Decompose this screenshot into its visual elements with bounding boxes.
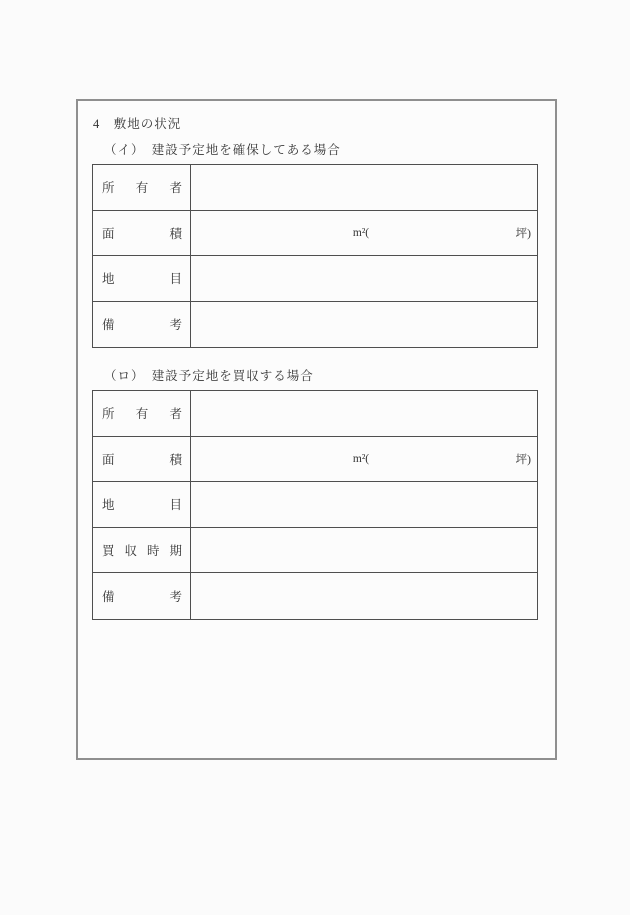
row-label xyxy=(93,302,191,348)
label-char: 考 xyxy=(169,589,182,604)
unit-square-meter-open-paren: m²( xyxy=(352,452,370,465)
label-char: 積 xyxy=(169,226,182,241)
row-label xyxy=(93,165,191,210)
label-char: 者 xyxy=(169,181,182,196)
unit-tsubo-close-paren: 坪) xyxy=(515,453,532,466)
table-row xyxy=(93,437,537,483)
label-char: 有 xyxy=(135,181,149,196)
label-char: 目 xyxy=(169,498,182,513)
label-char: 有 xyxy=(135,407,149,422)
unit-tsubo-close-paren: 坪) xyxy=(515,227,532,240)
subsection-heading-purchase-land: （ロ） 建設予定地を買収する場合 xyxy=(104,369,314,383)
label-char: 買 xyxy=(102,543,115,558)
label-char: 所 xyxy=(102,407,115,422)
label-char: 地 xyxy=(102,272,115,287)
label-char: 備 xyxy=(102,318,115,333)
spacer xyxy=(369,225,537,241)
label-char: 収 xyxy=(124,543,137,558)
table-row xyxy=(93,256,537,302)
blank-value-cell xyxy=(191,528,537,573)
label-char: 所 xyxy=(102,181,115,196)
label-char: 備 xyxy=(102,589,115,604)
row-label xyxy=(93,528,191,573)
blank-value-cell xyxy=(191,165,537,210)
blank-value-cell xyxy=(191,482,537,527)
label-char: 目 xyxy=(169,272,182,287)
row-label xyxy=(93,437,191,482)
unit-square-meter-open-paren: m²( xyxy=(352,226,370,239)
row-label xyxy=(93,482,191,527)
blank-value-cell xyxy=(191,391,537,436)
label-char: 者 xyxy=(169,407,182,422)
table-row xyxy=(93,165,537,211)
table-row xyxy=(93,302,537,348)
subsection-heading-secured-land: （イ） 建設予定地を確保してある場合 xyxy=(104,143,341,157)
row-label xyxy=(93,211,191,256)
form-table-secured-land xyxy=(92,164,538,348)
section-title: 4 敷地の状況 xyxy=(93,117,182,131)
spacer xyxy=(369,451,537,467)
table-row xyxy=(93,528,537,574)
table-row xyxy=(93,482,537,528)
label-char: 時 xyxy=(146,543,160,558)
label-char: 面 xyxy=(102,452,115,467)
row-label xyxy=(93,256,191,301)
table-row xyxy=(93,391,537,437)
blank-value-cell xyxy=(191,256,537,301)
label-char: 積 xyxy=(169,452,182,467)
form-table-purchase-land xyxy=(92,390,538,620)
blank-value-cell xyxy=(191,302,537,348)
row-label xyxy=(93,573,191,619)
area-value-cell xyxy=(191,211,537,256)
area-value-cell xyxy=(191,437,537,482)
label-char: 考 xyxy=(169,318,182,333)
blank-value-cell xyxy=(191,573,537,619)
form-page-frame xyxy=(76,99,557,760)
label-char: 面 xyxy=(102,226,115,241)
label-char: 期 xyxy=(169,543,182,558)
table-row xyxy=(93,573,537,619)
row-label xyxy=(93,391,191,436)
table-row xyxy=(93,211,537,257)
label-char: 地 xyxy=(102,498,115,513)
